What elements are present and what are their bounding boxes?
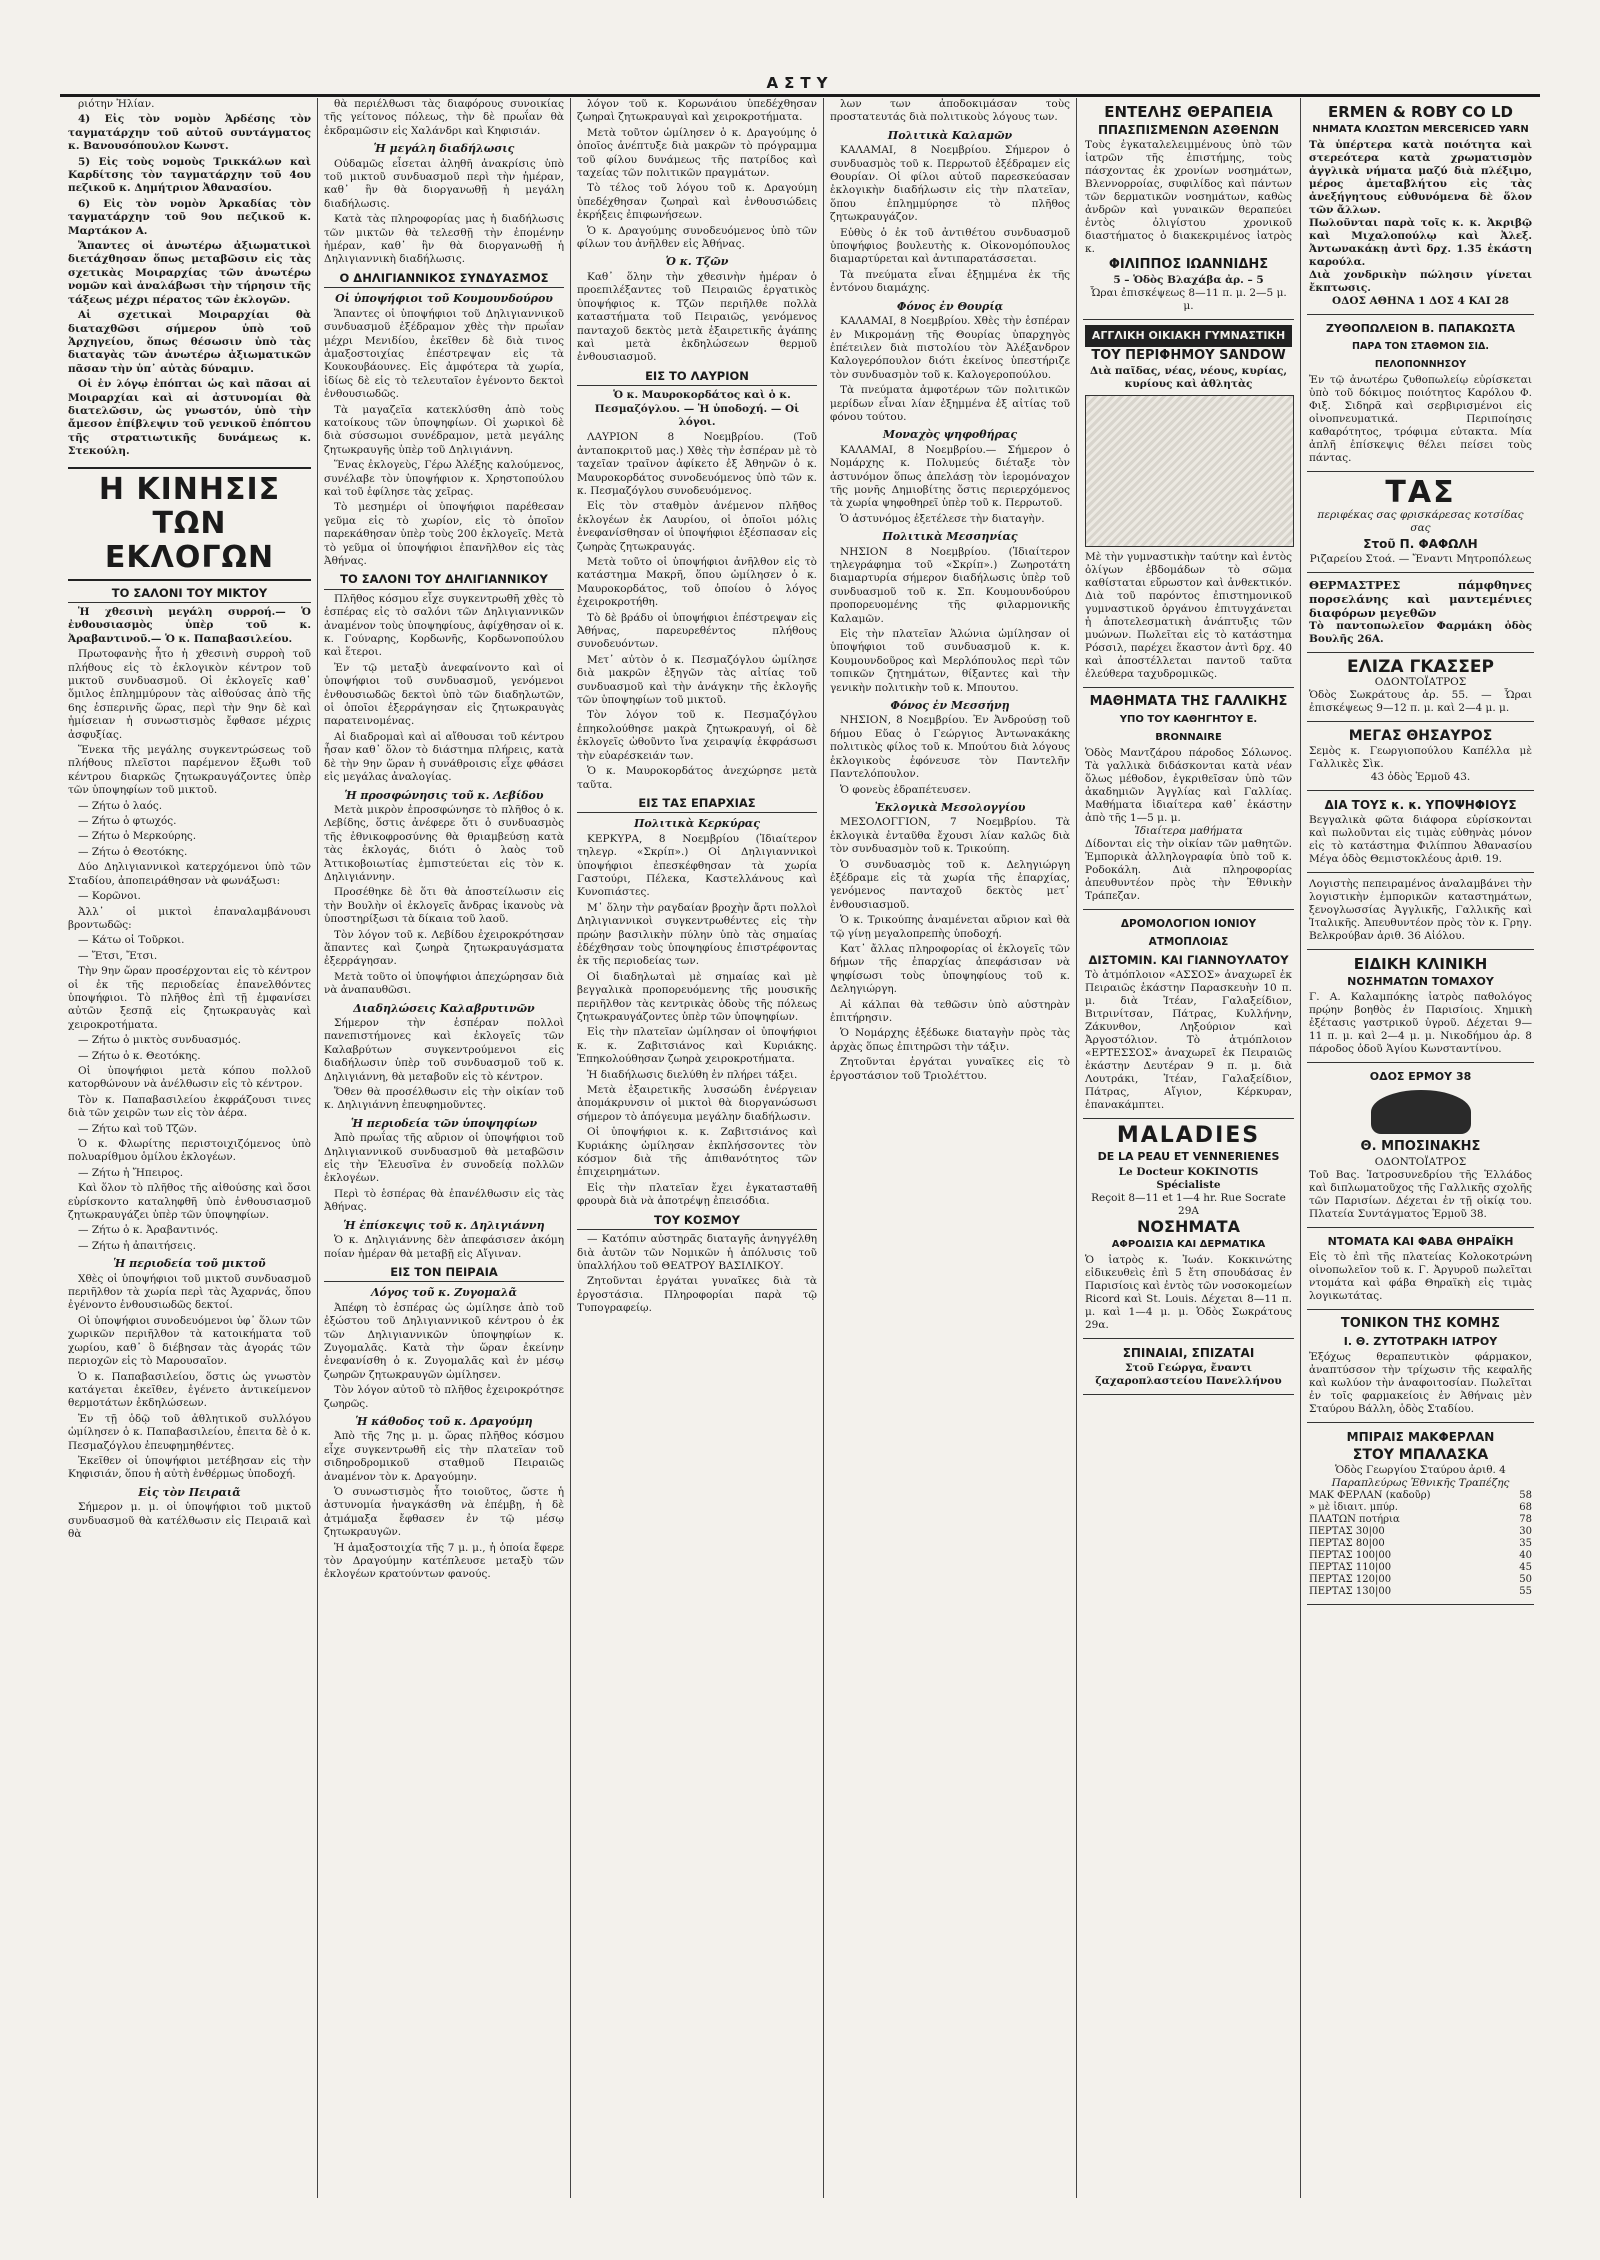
ad-french-lessons	[1083, 688, 1294, 910]
ad-accountant	[1307, 873, 1534, 950]
paragraph: Τὸ μεσημέρι οἱ ὑποψήφιοι παρέθεσαν γεῦμα εἰς τὸ χωρίον, εἰς τὸ ὁποῖον παρεκάθησαν ὑπὲρ τοὺς 200 ἐκλογεῖς. Μετὰ τὸ γεῦμα οἱ ὑποψήφιοι ἐπανῆλθον εἰς τὰς Ἀθήνας.	[324, 501, 564, 567]
ad-title: ERMEN & ROBY CO LD	[1327, 103, 1514, 121]
subsection-heading: Ἡ μεγάλη διαδήλωσις	[373, 142, 515, 156]
ad-text: Ἐν τῷ ἀνωτέρω ζυθοπωλείῳ εὑρίσκεται ὑπὸ τοῦ δόκιμος ποιότητος Καρόλου Φ. Φιξ. Σιδηρᾶ καὶ σερβιρισμένοι εἰς οἰνοπνευματικά. Περιποίησις καθαρότητος, τρόφιμα εὐτακτα. Μία ἀπλῆ ἐπίσκεψις θέλει πείσει τοὺς πάντας.	[1309, 374, 1532, 464]
price-row	[1309, 1526, 1532, 1538]
subsection-heading: Ἡ κάθοδος τοῦ κ. Δραγούμη	[355, 1414, 533, 1428]
ad-subtitle: ΣΤΟΥ ΜΠΑΛΑΣΚΑ	[1352, 1447, 1489, 1463]
paragraph: ΚΑΛΑΜΑΙ, 8 Νοεμβρίου. Χθὲς τὴν ἑσπέραν ἐν Μικρομάνῃ τῆς Θουρίας ὑπαρχηγὸς ἐπέτειλεν διὰ πιστολίου τὸν Ἀλέξανδρον Καλογερόπουλον διότι ἐκείνος ὑπεστήριζε τὸν συνδυασμὸν τοῦ κ. Καλογεροπούλου.	[830, 315, 1070, 381]
paragraph: Τὸν λόγον τοῦ κ. Πεσμαζόγλου ἐπηκολούθησε μακρὰ ζητωκραυγή, οἱ δὲ ἐκλογεῖς ὠθοῦντο ἵνα χειραψίᾳ ἐκφράσωσι τὴν εὐαρέσκειάν των.	[577, 709, 817, 762]
paragraph: ΚΑΛΑΜΑΙ, 8 Νοεμβρίου. Σήμερον ὁ συνδυασμὸς τοῦ κ. Περρωτοῦ ἐξέδραμεν εἰς Θουρίαν. Οἱ φίλοι αὐτοῦ παρεσκεύασαν ἐκλογικὴν διαδήλωσιν εἰς τὴν πλατεῖαν, ὅπου ἐπλημμύρησε τὸ πλῆθος ζητωκραυγάζον.	[830, 144, 1070, 224]
ad-address: ΟΔΟΣ ΕΡΜΟΥ 38	[1369, 1070, 1472, 1083]
paragraph: ριότην Ἠλίαν.	[78, 98, 155, 110]
paragraph: Τὸν λόγον αὐτοῦ τὸ πλῆθος ἐχειροκρότησε ζωηρῶς.	[324, 1384, 564, 1410]
ad-beer-hall	[1307, 315, 1534, 472]
ad-title: ΜΕΓΑΣ ΘΗΣΑΥΡΟΣ	[1348, 728, 1493, 744]
ad-text: Ὁδὸς Σωκράτους ἀρ. 55. — Ὧραι ἐπισκέψεως 9—12 π. μ. καὶ 2—4 μ. μ.	[1309, 689, 1532, 714]
paragraph: Ἅπαντες οἱ ἀνωτέρω ἀξιωματικοὶ διετάχθησαν ὅπως μεταβῶσιν εἰς τὰς σχετικὰς Μοιραρχίας τῶν ἀνωτέρω νομῶν καὶ ἀναλάβωσι τὴν τήρησιν τῆς τάξεως μέχρι πέρατος τῶν ἐκλογῶν.	[68, 240, 311, 306]
paragraph: — Ζήτω ἡ Ἤπειρος.	[78, 1166, 184, 1179]
paragraph: 4) Εἰς τὸν νομὸν Ἀρδέσης τὸν ταγματάρχην τοῦ αὐτοῦ συντάγματος κ. Βανουσόπουλον Κωνστ.	[68, 113, 311, 153]
price-row	[1309, 1490, 1532, 1502]
paragraph: 6) Εἰς τὸν νομὸν Ἀρκαδίας τὸν ταγματάρχην τοῦ 9ου πεζικοῦ κ. Μαρτάκον Α.	[68, 197, 311, 237]
paragraph: Σήμερον μ. μ. οἱ ὑποψήφιοι τοῦ μικτοῦ συνδυασμοῦ θὰ κατέλθωσιν εἰς Πειραιᾶ καὶ θὰ	[68, 1501, 311, 1540]
paragraph: — Ζήτω καὶ τοῦ Τζῶν.	[78, 1122, 198, 1135]
ad-text: Λογιστὴς πεπειραμένος ἀναλαμβάνει τὴν λογιστικὴν ἐμπορικῶν καταστημάτων, ξενογλωσσίας Ἀγγλικῆς, Γαλλικῆς καὶ Ἰταλικῆς. Ἀπευθυντέον πρὸς τὸν κ. Γρηγ. Βελκρούβαν ἀριθ. 36 Αἰόλου.	[1309, 878, 1532, 942]
price-value: 78	[1519, 1514, 1532, 1525]
paragraph: Οἱ ὑποψήφιοι μετὰ κόπου πολλοῦ κατορθώνουν νὰ ἀνέλθωσιν εἰς τὸ κέντρον.	[68, 1064, 311, 1091]
price-label: ΠΛΑΤΩΝ ποτήρια	[1309, 1514, 1400, 1525]
paragraph: Πλῆθος κόσμου εἶχε συγκεντρωθῆ χθὲς τὸ ἑσπέρας εἰς τὸ σαλόνι τῶν Δηλιγιαννικῶν ἀναμένον τοὺς ὑποψηφίους, ἀφίχθησαν οἱ κ. κ. Γούναρης, Κορδωνῆς, Κορδωνοπούλου καὶ ἕτεροι.	[324, 592, 564, 659]
subsection-heading: Φόνος ἐν Θουρίᾳ	[896, 299, 1004, 313]
paragraph: Οἱ ἐν λόγῳ ἐπόπται ὡς καὶ πᾶσαι αἱ Μοιραρχίαι καὶ αἱ ἀστυνομίαι θὰ διατελῶσιν, ὡς γνωστόν, ὑπὸ τὴν ἄμεσον ἐπίβλεψιν τοῦ γενικοῦ ἐπόπτου τῆς στρατιωτικῆς δυνάμεως κ. Στεκούλη.	[68, 378, 311, 458]
ad-treasure	[1307, 722, 1534, 791]
paragraph: ΝΗΣΙΟΝ 8 Νοεμβρίου. (Ἰδιαίτερον τηλεγράφημα τοῦ «Σκρίπ».) Ζωηροτάτη διαμαρτυρία σήμερον διαδήλωσις ὑπὲρ τοῦ συνδυασμοῦ τοῦ κ. Σπ. Κουμουνδούρου προπορευομένης τῆς φιλαρμονικῆς Καλαμῶν.	[830, 545, 1070, 625]
ad-tomato	[1307, 1228, 1534, 1310]
paragraph: — Ζήτω ὁ κ. Ἀραβαντινός.	[78, 1224, 219, 1237]
price-label: ΠΕΡΤΑΣ 100|00	[1309, 1550, 1392, 1561]
paragraph: Αἱ κάλπαι θὰ τεθῶσιν ὑπὸ αὐστηρὰν ἐπιτήρησιν.	[830, 998, 1070, 1024]
subsection-heading: Ὁ κ. Τζῶν	[665, 255, 729, 269]
paragraph: Καὶ ὅλον τὸ πλῆθος τῆς αἰθούσης καὶ ὅσοι εὑρίσκοντο καταληφθῆ ὑπὸ ἐνθουσιασμοῦ ζητωκραυγάζει ὑπὲρ τῶν ὑποψηφίων.	[68, 1182, 311, 1222]
ad-hair-tonic	[1307, 1310, 1534, 1423]
ad-name: Στοῦ Π. ΦΑΦΩΛΗ	[1363, 537, 1478, 551]
section-heading: ΤΟ ΣΑΛΟΝΙ ΤΟΥ ΔΗΛΙΓΙΑΝΝΙΚΟΥ	[324, 573, 564, 589]
ad-title: ΝΟΣΗΜΑΤΑ	[1137, 1217, 1240, 1236]
price-value: 45	[1519, 1562, 1532, 1573]
paragraph: Ὁ κ. Μαυροκορδάτος ἀνεχώρησε μετὰ ταῦτα.	[577, 765, 817, 791]
paragraph: — Ζήτω ὁ κ. Θεοτόκης.	[78, 1049, 201, 1062]
paragraph: Ὁ κ. Τρικούπης ἀναμένεται αὔριον καὶ θὰ τῷ γίνῃ μεγαλοπρεπὴς ὑποδοχή.	[830, 914, 1070, 940]
paragraph: Οὐδαμῶς εἶσεται ἀληθῆ ἀνακρίσις ὑπὸ τοῦ μικτοῦ συνδυασμοῦ περὶ τὴν ἡμέραν, καθ᾿ ἣν θὰ διοργανωθῇ ἡ μεγάλη διαδήλωσις.	[324, 157, 564, 210]
dental-chair-icon	[1371, 1090, 1471, 1134]
paragraph: Ἕνεκα τῆς μεγάλης συγκεντρώσεως τοῦ πλήθους πλεῖστοι παρέμενον ἔξωθι τοῦ κέντρου διαρκῶς ζητωκραυγάζοντες ὑπὲρ τῶν ὑποψηφίων τοῦ μικτοῦ.	[68, 744, 311, 797]
paragraph: — Ἔτσι, Ἔτσι.	[78, 949, 158, 962]
paragraph: Προσέθηκε δὲ ὅτι θὰ ἀποστείλωσιν εἰς τὴν Βουλὴν οἱ ἐκλογεῖς ἄνδρας ἱκανοὺς νὰ ὑποστηρίξωσι τὰ δίκαια τοῦ λαοῦ.	[324, 886, 564, 926]
ad-address: Reçoit 8—11 et 1—4 hr. Rue Socrate 29A	[1091, 1192, 1286, 1217]
paragraph: ΚΕΡΚΥΡΑ, 8 Νοεμβρίου (Ἰδιαίτερον τηλεγρ. «Σκρίπ».) Οἱ Δηλιγιαννικοὶ ὑποψήφιοι ἐπεσκέφθησαν τὰ χωρία Γαστούρι, Πέλεκα, Καστελλάνους καὶ Κυνοπιάστες.	[577, 832, 817, 899]
price-value: 40	[1519, 1550, 1532, 1561]
ad-text: Τὸ παντοπωλεῖον Φαρμάκη ὁδὸς Βουλῆς 26Α.	[1309, 620, 1532, 645]
paragraph: Εὐθὺς ὁ ἐκ τοῦ ἀντιθέτου συνδυασμοῦ ὑποψήφιος βουλευτὴς κ. Οἰκονομόπουλος διαμαρτύρεται καὶ ἀντιπαρατάσσεται.	[830, 226, 1070, 266]
paragraph: Ὁ συνδυασμὸς τοῦ κ. Δεληγιώργη ἐξέδραμε εἰς τὰ χωρία τῆς ἐπαρχίας, γενόμενος πανταχοῦ δεκτὸς μετ᾿ ἐνθουσιασμοῦ.	[830, 858, 1070, 911]
paragraph: Μ᾿ ὅλην τὴν ραγδαίαν βροχὴν ἄρτι πολλοὶ Δηλιγιαννικοὶ συγκεντρωθέντες εἰς τὴν πρώην βασιλικὴν πύλην ὑπὸ τὰς σημαίας ἐδέχθησαν τοὺς ὑποψηφίους ἐπιστρέφοντας ἐκ τῆς περιοδείας των.	[577, 901, 817, 968]
ad-beers	[1307, 1423, 1534, 1605]
ad-therapy	[1083, 98, 1294, 320]
paragraph: — Ζήτω ἡ ἀπαιτήσεις.	[78, 1239, 197, 1252]
masthead	[60, 72, 1540, 97]
paragraph: Ἡ διαδήλωσις διελύθη ἐν πλήρει τάξει.	[587, 1068, 798, 1081]
column-4	[824, 98, 1076, 2198]
price-row	[1309, 1586, 1532, 1598]
ad-text: Στοῦ Γεώργα, ἔναντι ζαχαροπλαστείου Πανελλήνου	[1095, 1362, 1282, 1387]
subsection-heading: Οἱ ὑποψήφιοι τοῦ Κουμουνδούρου	[335, 292, 553, 306]
ad-title: ΔΡΟΜΟΛΟΓΙΟΝ ΙΟΝΙΟΥ ΑΤΜΟΠΛΟΙΑΣ	[1120, 918, 1257, 948]
paragraph: ΚΑΛΑΜΑΙ, 8 Νοεμβρίου.— Σήμερον ὁ Νομάρχης κ. Πολυμεύς διέταξε τὸν ἀστυνόμον ὅπως ἀπελάσῃ τὸν ἱερομόναχον τῆς μονῆς Δημιοβίτης ὅστις περιερχόμενος τὰ χωρία ψηφοθηρεῖ ὑπὲρ τοῦ κ. Περρωτοῦ.	[830, 443, 1070, 510]
ad-dentist-bosinakis	[1307, 1063, 1534, 1228]
subsection-heading: Πολιτικὰ Καλαμῶν	[887, 128, 1013, 142]
ad-text: Ἐξόχως θεραπευτικὸν φάρμακον, ἀναπτύσσον τὴν τρίχωσιν τῆς κεφαλῆς καὶ κωλύον τὴν ἀναφοιτοσίαν. Πωλεῖται ἐν τοῖς φαρμακείοις ἐν Ἀθήναις μὲν Σταύρου Βάλλη, ὁδὸς Σταδίου.	[1309, 1351, 1532, 1415]
price-row	[1309, 1562, 1532, 1574]
paragraph: Περὶ τὸ ἑσπέρας θὰ ἐπανέλθωσιν εἰς τὰς Ἀθήνας.	[324, 1187, 564, 1214]
paragraph: Τὰ μαγαζεῖα κατεκλύσθη ἀπὸ τοὺς κατοίκους τῶν ὑποψηφίων. Οἱ χωρικοὶ δὲ διὰ σύσσωμοι συνέδραμον, μετὰ μεγάλης ζητωκραυγῆς ὑπὲρ τοῦ Δηλιγιάννη.	[324, 403, 564, 456]
ad-subheading: Ἰδιαίτερα μαθήματα	[1134, 825, 1243, 837]
paragraph: Ὁ κ. Δηλιγιάννης δὲν ἀπεφάσισεν ἀκόμη ποίαν ἡμέραν θὰ μεταβῇ εἰς Αἴγιναν.	[324, 1234, 564, 1260]
paragraph: Αἱ διαδρομαὶ καὶ αἱ αἴθουσαι τοῦ κέντρου ἦσαν καθ᾿ ὅλον τὸ διάστημα πλήρεις, κατὰ δὲ τὴν 9ην ὥραν ἡ συνάθροισις εἶχε φθάσει εἰς μεγάλας ἀναλογίας.	[324, 730, 564, 784]
paragraph: Ἀπὸ τῆς 7ης μ. μ. ὥρας πλῆθος κόσμου εἶχε συγκεντρωθῆ εἰς τὴν πλατεῖαν τοῦ σιδηροδρομικοῦ σταθμοῦ Πειραιῶς ἀναμένον τὸν κ. Δραγούμην.	[324, 1430, 564, 1483]
subsection-heading: Πολιτικὰ Μεσσηνίας	[882, 530, 1018, 544]
subsection-heading: Ἐκλογικὰ Μεσολογγίου	[874, 800, 1026, 814]
price-label: ΠΕΡΤΑΣ 110|00	[1309, 1562, 1392, 1573]
gymnast-illustration-icon	[1085, 395, 1294, 547]
paragraph: Μετ᾿ αὐτὸν ὁ κ. Πεσμαζόγλου ὡμίλησε διὰ μακρῶν ἐξηγῶν τὰς αἰτίας τοῦ συνδυασμοῦ καὶ τὴν ἀνάγκην τῆς ἐκλογῆς τῶν ὑποψηφίων τοῦ μικτοῦ.	[577, 653, 817, 707]
paragraph: — Ζήτω ὁ Θεοτόκης.	[78, 845, 188, 858]
ad-address: 5 – Ὁδὸς Βλαχάβα ἀρ. – 5	[1113, 274, 1264, 286]
subsection-heading: Εἰς τὸν Πειραιᾶ	[138, 1485, 241, 1499]
column-5-ads	[1077, 98, 1300, 2198]
paragraph: Τὸν κ. Παπαβασιλείου ἐκφράζουσι τινες διὰ τῶν χειρῶν των εἰς τὸν ἀέρα.	[68, 1093, 311, 1120]
ad-title: ΤΟΝΙΚΟΝ ΤΗΣ ΚΟΜΗΣ	[1340, 1316, 1501, 1331]
ad-title: ΘΕΡΜΑΣΤΡΕΣ πάμφθηνες πορσελάνης καὶ μαντεμένιες διαφόρων μεγεθῶν	[1309, 578, 1532, 620]
ad-text: Τὸ ἀτμόπλοιον «ΑΣΣΟΣ» ἀναχωρεῖ ἐκ Πειραιῶς ἑκάστην Παρασκευὴν 10 π. μ. διὰ Ἰτέαν, Γαλαξείδιον, Βιτρινίτσαν, Πάτρας, Κυλλήνην, Ζάκυνθον, Ληξούριον καὶ Ἀργοστόλιον. Τὸ ἀτμόπλοιον «ΕΡΤΕΣΣΟΣ» ἀναχωρεῖ ἐκ Πειραιῶς ἑκάστην Δευτέραν 9 π. μ. διὰ Λουτράκι, Ἰτέαν, Γαλαξείδιον, Πάτρας, Αἴγιον, Κέρκυραν, ἐπανακάμπτει.	[1085, 969, 1292, 1111]
paragraph: λόγον τοῦ κ. Κορωνάιου ὑπεδέχθησαν ζωηραὶ ζητωκραυγαὶ καὶ χειροκροτήματα.	[577, 98, 817, 124]
paragraph: Ἀλλ᾿ οἱ μικτοὶ ἐπαναλαμβάνουσι βροντωδῶς:	[68, 905, 311, 931]
paragraph: Ἅπαντες οἱ ὑποψήφιοι τοῦ Δηλιγιαννικοῦ συνδυασμοῦ ἐξέδραμον χθὲς τὴν πρωΐαν μέχρι Μενιδίου, ἐκεῖθεν δὲ διὰ τινος ἁμαξοστοιχίας ἐπέστρεψαν εἰς τὰ Κουκουβάουνες. Εἰς ἀμφότερα τὰ χωρία, ἰδίως δὲ εἰς τὸ τελευταῖον ἐγένοντο δεκτοὶ ἐνθουσιωδῶς.	[324, 307, 564, 401]
paragraph: Εἰς τὴν πλατεῖαν ὡμίλησαν οἱ ὑποψήφιοι κ. κ. Ζαβιτσιάνος καὶ Κυριάκης. Ἐπηκολούθησαν ζωηρὰ χειροκροτήματα.	[577, 1026, 817, 1066]
ad-title: ΕΝΤΕΛΗΣ ΘΕΡΑΠΕΙΑ	[1104, 103, 1273, 121]
price-value: 50	[1519, 1574, 1532, 1585]
paragraph: Καθ᾿ ὅλην τὴν χθεσινὴν ἡμέραν ὁ προεπιλέξαντες τοῦ Πειραιῶς ἐργατικὸς ὑποψήφιος κ. Τζῶν περιῆλθε πολλὰ καταστήματα τοῦ Πειραιῶς, γενόμενος πανταχοῦ δεκτὸς μετὰ ἐξαιρετικῆς ἀγάπης καὶ μετὰ ἐκδηλώσεων θερμοῦ ἐνθουσιασμοῦ.	[577, 270, 817, 364]
paragraph: — Κάτω οἱ Τοῦρκοι.	[78, 934, 185, 947]
section-heading: ΕΙΣ ΤΟ ΛΑΥΡΙΟΝ	[577, 370, 817, 386]
paragraph: Μετὰ τοῦτον ὡμίλησεν ὁ κ. Δραγούμης ὁ ὁποῖος ἀνέπτυξε διὰ μακρῶν τὸ πρόγραμμα τοῦ φίλου δυνάμεως τῆς πατρίδος καὶ ταχείας τῶν πολιτικῶν πραγμάτων.	[577, 126, 817, 180]
section-heading: Ο ΔΗΛΙΓΙΑΝΝΙΚΟΣ ΣΥΝΔΥΑΣΜΟΣ	[324, 272, 564, 288]
paragraph: — Ζήτω ὁ Μερκούρης.	[78, 830, 197, 843]
paragraph: Ὁ κ. Φλωρίτης περιστοιχιζόμενος ὑπὸ πολυαρίθμου ὁμίλου ἐκλογέων.	[68, 1138, 311, 1164]
ad-text: Δίδονται εἰς τὴν οἰκίαν τῶν μαθητῶν. Ἐμπορικὰ ἀλληλογραφία ὑπὸ τοῦ κ. Ροδοκάλη. Διὰ πληροφορίας ἀπευθυντέον πρὸς τὴν Ἐθνικὴν Τράπεζαν.	[1085, 838, 1292, 902]
paragraph: Κατὰ τὰς πληροφορίας μας ἡ διαδήλωσις τῶν μικτῶν θὰ τελεσθῇ τὴν ἐπομένην ἡμέραν, καθ᾿ ἣν θὰ διοργανωθῇ ἡ Δηλιγιαννικὴ διαδήλωσις.	[324, 213, 564, 266]
lead-paragraph: Ἡ χθεσινὴ μεγάλη συρροή.— Ὁ ἐνθουσιασμὸς ὑπὲρ τοῦ κ. Ἀραβαντινοῦ.— Ὁ κ. Παπαβασιλείου.	[68, 605, 311, 645]
price-label: ΜΑΚ ΦΕΡΛΑΝ (καδοῦρ)	[1309, 1490, 1431, 1501]
price-value: 35	[1519, 1538, 1532, 1549]
paragraph: Ὁ συνωστισμὸς ἦτο τοιοῦτος, ὥστε ἡ ἀστυνομία ἠναγκάσθη νὰ ἐπέμβῃ, ἡ δὲ ἀτμάμαξα ἔφθασεν ἐν τῷ μέσῳ ζητωκραυγῶν.	[324, 1486, 564, 1539]
ad-title: ΜΑΘΗΜΑΤΑ ΤΗΣ ΓΑΛΛΙΚΗΣ	[1089, 694, 1288, 709]
section-heading: ΤΟ ΣΑΛΟΝΙ ΤΟΥ ΜΙΚΤΟΥ	[68, 587, 311, 603]
price-label: ΠΕΡΤΑΣ 120|00	[1309, 1574, 1392, 1585]
paragraph: — Κατόπιν αὐστηρᾶς διαταγῆς ἀνηγγέλθη διὰ ἀυτῶν τῶν Νομικῶν ἡ ἀπόλυσις τοῦ ὑπαλλήλου τοῦ ΘΕΑΤΡΟΥ ΒΑΣΙΛΙΚΟΥ.	[577, 1233, 817, 1272]
paragraph: — Ζήτω ὁ μικτὸς συνδυασμός.	[78, 1034, 241, 1047]
ad-dentist-gasser	[1307, 653, 1534, 722]
paragraph: Ἐν τῇ ὁδῷ τοῦ ἀθλητικοῦ συλλόγου ὡμίλησεν ὁ κ. Παπαβασιλείου, ἐπειτα δὲ ὁ κ. Πεσμαζόγλου ἐπευφημηθέντες.	[68, 1412, 311, 1452]
ad-subtitle: ΟΔΟΝΤΟΪΑΤΡΟΣ	[1374, 676, 1467, 688]
paragraph: Τὰ πνεύματα εἶναι ἐξημμένα ἐκ τῆς ἐντόνου διαμάχης.	[830, 268, 1070, 295]
paragraph: ΛΑΥΡΙΟΝ 8 Νοεμβρίου. (Τοῦ ἀνταποκριτοῦ μας.) Χθὲς τὴν ἑσπέραν μὲ τὸ ταχεῖαν τραῖνον ἀφίκετο ἐξ Ἀθηνῶν ὁ κ. Μαυροκορδάτος συνοδευόμενος ὑπὸ τῶν κ. κ. Πεσμαζόγλου συνοδευόμενος.	[577, 431, 817, 497]
ad-title: ΖΥΘΟΠΩΛΕΙΟΝ Β. ΠΑΠΑΚΩΣΤΑ	[1326, 322, 1515, 335]
ad-address: ΟΔΟΣ ΑΘΗΝΑ 1 ΔΟΣ 4 ΚΑΙ 28	[1332, 295, 1509, 307]
ad-subtitle: ΠΠΑΣΠΙΣΜΕΝΩΝ ΑΣΘΕΝΩΝ	[1097, 123, 1280, 137]
ad-subtitle: ΑΦΡΟΔΙΣΙΑ ΚΑΙ ΔΕΡΜΑΤΙΚΑ	[1111, 1239, 1266, 1250]
subsection-heading: Πολιτικὰ Κερκύρας	[634, 817, 760, 831]
paragraph: Σήμερον τὴν ἑσπέραν πολλοὶ πανεπιστήμονες καὶ ἐκλογεῖς τῶν Καλαβρύτων συγκεντρούμενοι εἰς διαδήλωσιν ὑπὲρ τοῦ συνδυασμοῦ τοῦ κ. Δηλιγιάννη, θὰ μεταβοῦν εἰς τὸ κέντρον.	[324, 1017, 564, 1083]
paragraph: Μετὰ ἐξαιρετικῆς λυσσώδη ἐνέργειαν ἀπομάκρυνσιν οἱ μικτοὶ θὰ διοργανώσωσι σήμερον τὸ ἀπόγευμα μεγάλην διαδήλωσιν.	[577, 1084, 817, 1123]
ad-address: 43 ὁδὸς Ἑρμοῦ 43.	[1370, 771, 1471, 783]
paragraph: θὰ περιέλθωσι τὰς διαφόρους συνοικίας τῆς γείτονος πόλεως, τὴν δὲ πρωΐαν θὰ ἐκδραμῶσιν εἰς Χαλάνδρι καὶ Κηφισιάν.	[324, 98, 564, 137]
ad-text: Τὰ ὑπέρτερα κατὰ ποιότητα καὶ στερεότερα κατὰ χρωματισμὸν ἀγγλικὰ νήματα μαζύ διὰ πλέξιμο, μέρος ἀμεταβλήτου εἰς τὰς ἀνεξήγητους εὐθυνόμενα δὲ ὅλον τῶν ἄλλων.	[1309, 139, 1532, 216]
price-list	[1309, 1490, 1532, 1598]
paragraph: — Ζήτω ὁ λαός.	[78, 799, 163, 812]
ad-clinic	[1307, 950, 1534, 1063]
paragraph: Ἀπὸ πρωΐας τῆς αὔριον οἱ ὑποψήφιοι τοῦ Δηλιγιαννικοῦ συνδυασμοῦ θὰ μεταβῶσιν εἰς τὴν Ἐλευσῖνα ἐν συνοδείᾳ πολλῶν ἐκλογέων.	[324, 1132, 564, 1185]
paragraph: Πρωτοφανὴς ἦτο ἡ χθεσινὴ συρροὴ τοῦ πλήθους εἰς τὸ ἐκλογικὸν κέντρον τοῦ μικτοῦ συνδυασμοῦ. Οἱ ἐκλογεῖς καθ᾿ ὅμιλος ἐπλημμύρουν τὰς αἰθούσας ἀπὸ τῆς 6ης ἑσπερινῆς ὥρας, περὶ τὴν 9ην δὲ καὶ ἡμίσειαν ἡ συνωστισμὸς ἔφθασε μέχρις ἀσφυξίας.	[68, 648, 311, 741]
paragraph: Δύο Δηλιγιαννικοὶ κατερχόμενοι ὑπὸ τῶν Σταδίου, ἀποπειράθησαν νὰ φωνάξωσι:	[68, 861, 311, 887]
paragraph: Τὴν 9ην ὥραν προσέρχονται εἰς τὸ κέντρον οἱ ἐκ τῆς περιοδείας ἐπανελθόντες ὑποψήφιοι. Τὸ πλῆθος ἐπὶ τῇ ἐμφανίσει αὐτῶν ξεσπᾷ εἰς ζητωκραυγὰς καὶ χειροκροτήματα.	[68, 965, 311, 1031]
paragraph: — Ζήτω ὁ φτωχός.	[78, 815, 177, 828]
ad-text: Τοὺς ἐγκαταλελειμμένους ὑπὸ τῶν ἰατρῶν τῆς ἐπιστήμης, τοὺς πάσχοντας ἐκ χρονίων νοσημάτων, Βλεννορροίας, συφιλίδος καὶ πάντων τῶν δερματικῶν νοσημάτων, καθὼς ἀνδρῶν καὶ γυναικῶν θεραπεύει ἐντὸς ὀλιγίστου χρονικοῦ διαστήματος ὁ διακεκριμένος ἰατρὸς κ.	[1085, 139, 1292, 255]
subsection-heading: Λόγος τοῦ κ. Ζυγομαλᾶ	[370, 1286, 518, 1300]
paragraph: Ὁ Νομάρχης ἐξέδωκε διαταγὴν πρὸς τὰς ἀρχὰς ὅπως ἐπιτηρῶσι τὴν τάξιν.	[830, 1027, 1070, 1053]
section-heading: ΕΙΣ ΤΑΣ ΕΠΑΡΧΙΑΣ	[577, 797, 817, 813]
price-value: 68	[1519, 1502, 1532, 1513]
price-label: ΠΕΡΤΑΣ 130|00	[1309, 1586, 1392, 1597]
ad-subtitle: ΟΔΟΝΤΟΪΑΤΡΟΣ	[1374, 1156, 1467, 1168]
ad-title: ΕΛΙΖΑ ΓΚΑΣΣΕΡ	[1347, 657, 1494, 677]
paragraph: 5) Εἰς τοὺς νομοὺς Τρικκάλων καὶ Καρδίτσης τὸν ταγματάρχην τοῦ 4ου πεζικοῦ κ. Δημήτριον Ἀθανασίου.	[68, 155, 311, 195]
paragraph: Εἰς τὴν πλατεῖαν Ἁλώνια ὡμίλησαν οἱ ὑποψήφιοι τοῦ συνδυασμοῦ κ. κ. Κουμουνδοῦρος καὶ Μερλόπουλος περὶ τῶν τοπικῶν ζητημάτων, θίξαντες καὶ τὴν γενικὴν πολιτικὴν τοῦ κ. Μπουτου.	[830, 628, 1070, 694]
column-1	[62, 98, 317, 2198]
ad-address: Ὁδὸς Γεωργίου Σταύρου ἀριθ. 4	[1335, 1464, 1506, 1476]
ad-yarn	[1307, 98, 1534, 315]
ad-title: ΜΠΙΡΑΙΣ ΜΑΚΦΕΡΛΑΝ	[1346, 1430, 1495, 1444]
paragraph: Τὸ τέλος τοῦ λόγου τοῦ κ. Δραγούμη ὑπεδέχθησαν ζωηραὶ καὶ ἐνθουσιώδεις ἐκρήξεις ἐπιφωνήσεων.	[577, 182, 817, 222]
price-row	[1309, 1538, 1532, 1550]
ad-text: Γ. Α. Καλαμπόκης ἰατρὸς παθολόγος πρῴην βοηθὸς ἐν Παρισίοις. Χημικὴ ἐξέτασις γαστρικοῦ ὑγροῦ. Δέχεται 9—11 π. μ. καὶ 2—4 μ. μ. Νικοδήμου ἀρ. 8 πάροδος ὁδοῦ Ἁγίου Κωνσταντίνου.	[1309, 991, 1532, 1055]
paragraph: Οἱ ὑποψήφιοι κ. κ. Ζαβιτσιάνος καὶ Κυριάκης ὡμίλησαν ἐκπλήσσοντες τὸν κόσμον διὰ τῆς ἀπιθανότητος τῶν ἐπιχειρημάτων.	[577, 1126, 817, 1179]
paragraph: Τὰ πνεύματα ἀμφοτέρων τῶν πολιτικῶν μερίδων εἶναι λίαν ἐξημμένα ἐξ αἰτίας τοῦ φόνου τούτου.	[830, 384, 1070, 423]
ad-doctor: Le Docteur KOKINOTIS Spécialiste	[1118, 1166, 1259, 1191]
column-3	[571, 98, 823, 2198]
ad-title: ΕΙΔΙΚΗ ΚΛΙΝΙΚΗ	[1353, 955, 1488, 973]
section-heading: ΤΟΥ ΚΟΣΜΟΥ	[577, 1214, 817, 1230]
ad-text: Εἰς τὸ ἐπὶ τῆς πλατείας Κολοκοτρώνη οἰνοπωλεῖον τοῦ κ. Γ. Ἀργυροῦ πωλεῖται ντομάτα καὶ φάβα Θηραϊκὴ εἰς τιμὰς λογικωτάτας.	[1309, 1251, 1532, 1302]
paragraph: Ζητοῦνται ἐργάται γυναῖκες διὰ τὰ ἐργοστάσια. Πληροφορίαι παρὰ τῷ Τυπογραφείῳ.	[577, 1275, 817, 1315]
paragraph: Αἱ σχετικαὶ Μοιραρχίαι θὰ διαταχθῶσι σήμερον ὑπὸ τοῦ Ἀρχηγείου, ὅπως θέσωσιν ὑπὸ τὰς διαταγὰς τῶν ἀνωτέρω ἀξιωματικῶν πᾶσαν τὴν ὑπ᾿ αὐτὰς δύναμιν.	[68, 309, 311, 375]
ad-name: ΦΙΛΙΠΠΟΣ ΙΩΑΝΝΙΔΗΣ	[1108, 257, 1269, 272]
ad-subtitle: Ι. Θ. ΖΥΤΟΤΡΑΚΗ ΙΑΤΡΟΥ	[1343, 1335, 1498, 1348]
price-row	[1309, 1502, 1532, 1514]
paragraph: Ἡ ἀμαξοστοιχία τῆς 7 μ. μ., ἡ ὁποία ἔφερε τὸν Δραγούμην κατέπλευσε μεταξὺ τῶν ἐκλογέων κρατούντων φανούς.	[324, 1541, 564, 1581]
ad-heaters	[1307, 573, 1534, 653]
paragraph: Τὸ δὲ βράδυ οἱ ὑποψήφιοι ἐπέστρεψαν εἰς Ἀθήνας, παρευρεθέντος πλήθους συνοδευόντων.	[577, 611, 817, 651]
section-heading: ΕΙΣ ΤΟΝ ΠΕΙΡΑΙΑ	[324, 1266, 564, 1282]
ad-note: Παραπλεύρως Ἐθνικῆς Τραπέζης	[1331, 1477, 1510, 1489]
paragraph: Ὁ κ. Δραγούμης συνοδευόμενος ὑπὸ τῶν φίλων του ἀνῆλθεν εἰς Ἀθήνας.	[577, 224, 817, 251]
paragraph: — Κορῶνοι.	[78, 890, 141, 903]
ad-subtitle: ΤΟΥ ΠΕΡΙΦΗΜΟΥ SANDOW	[1091, 348, 1286, 363]
headline: Η ΚΙΝΗΣΙΣ	[98, 471, 281, 507]
column-6-ads	[1301, 98, 1540, 2198]
ad-gymnastics	[1083, 320, 1294, 688]
paragraph: Τὸν λόγον τοῦ κ. Λεβίδου ἐχειροκρότησαν ἅπαντες καὶ ζωηρὰ ζητωκραυγάσματα ἐξερράγησαν.	[324, 928, 564, 968]
paragraph: Εἰς τὴν πλατεῖαν ἔχει ἐγκατασταθῆ φρουρὰ διὰ νὰ ἀποτρέψῃ ἐπεισόδια.	[577, 1181, 817, 1208]
price-label: » μὲ ἰδιαιτ. μπύρ.	[1309, 1502, 1398, 1513]
ad-candidates	[1307, 791, 1534, 873]
subsection-heading: Ἡ ἐπίσκεψις τοῦ κ. Δηλιγιάννη	[343, 1218, 545, 1232]
ad-title: ΤΑΣ	[1385, 475, 1456, 510]
ad-subtitle: ΝΟΣΗΜΑΤΩΝ ΤΟΜΑΧΟΥ	[1347, 975, 1494, 988]
price-row	[1309, 1574, 1532, 1586]
subsection-heading: Φόνος ἐν Μεσσήνῃ	[890, 699, 1010, 713]
ad-title: ΔΙΑ ΤΟΥΣ κ. κ. ΥΠΟΨΗΦΙΟΥΣ	[1324, 798, 1517, 812]
paragraph: Εἰς τὸν σταθμὸν ἀνέμενον πλῆθος ἐκλογέων ἐκ Λαυρίου, οἱ ὁποῖοι μόλις ἐνεφανίσθησαν οἱ ὑποψήφιοι ἐξέσπασαν εἰς ζωηρὰς ζητωκραυγάς.	[577, 500, 817, 553]
price-label: ΠΕΡΤΑΣ 30|00	[1309, 1526, 1385, 1537]
ad-text: Βεγγαλικὰ φῶτα διάφορα εὑρίσκονται καὶ πωλοῦνται εἰς τιμὰς εὐθηνὰς μόνον εἰς τὸ κατάστημα Φιλίππου Ἀθανασίου Μέγα ὁδὸς Θεμιστοκλέους ἀριθ. 19.	[1309, 814, 1532, 865]
price-value: 30	[1519, 1526, 1532, 1537]
paragraph: Χθὲς οἱ ὑποψήφιοι τοῦ μικτοῦ συνδυασμοῦ περιῆλθον τὰ χωρία περὶ τὰς Ἀχαρνάς, ὅπου ἐγένοντο ἐνθουσιωδῶς δεκτοί.	[68, 1272, 311, 1312]
ad-name: Θ. ΜΠΟΣΙΝΑΚΗΣ	[1360, 1139, 1481, 1154]
price-value: 55	[1519, 1586, 1532, 1597]
ad-misc	[1083, 1339, 1294, 1395]
paragraph: Ὅθεν θὰ προσέλθωσιν εἰς τὴν οἰκίαν τοῦ κ. Δηλιγιάννη ἐπευφημοῦντες.	[324, 1086, 564, 1112]
ad-text: Πωλοῦνται παρὰ τοῖς κ. κ. Ἀκριβῷ καὶ Μιχαλοπούλῳ καὶ Ἀλεξ. Ἀντωνακάκῃ ἀντὶ δρχ. 1.35 ἑκάστη καρούλα.	[1309, 217, 1532, 268]
masthead-title: ΑΣΤΥ	[766, 74, 834, 92]
paragraph: Κατ᾿ ἄλλας πληροφορίας οἱ ἐκλογεῖς τῶν δήμων τῆς ἐπαρχίας ἀπεφάσισαν νὰ ψηφίσωσι τοὺς ὑποψηφίους τοῦ κ. Δεληγιώργη.	[830, 942, 1070, 996]
ad-text: Τοῦ Βας. Ἰατροσυνεδρίου τῆς Ἑλλάδος καὶ διπλωματοῦχος τῆς Γαλλικῆς σχολῆς τῶν Παρισίων. Δέχεται ἐν τῇ οἰκίᾳ του. Πλατεία Συντάγματος Ἑρμοῦ 38.	[1309, 1169, 1532, 1220]
ad-subtitle: ΔΙΣΤΟΜΙΝ. ΚΑΙ ΓΙΑΝΝΟΥΛΑΤΟΥ	[1088, 953, 1289, 967]
paragraph: ΝΗΣΙΟΝ, 8 Νοεμβρίου. Ἐν Ἀνδρούσῃ τοῦ δήμου Εὔας ὁ Γεώργιος Ἀντωνακάκης πολιτικὸς φίλος τοῦ κ. Μπούτου διὰ λόγους ἐκλογικοὺς ἐφόνευσε τὸν Παντελῆν Παντελόπουλον.	[830, 714, 1070, 781]
paragraph: Μετὰ μικρὸν ἐπροσφώνησε τὸ πλῆθος ὁ κ. Λεβίδης, ὅστις ἀνέφερε ὅτι ὁ συνδυασμὸς τῆς ἐθνικοφροσύνης θὰ θριαμβεύσῃ κατὰ τὰς ἐκλογάς, διότι ὁ λαὸς τοῦ Ἀττικοβοιωτίας ἐμπιστεύεται εἰς τὸν κ. Δηλιγιάννην.	[324, 803, 564, 883]
ad-text: Μὲ τὴν γυμναστικὴν ταύτην καὶ ἐντὸς ὀλίγων ἑβδομάδων τὸ σῶμα καθίσταται εὔρωστον καὶ ἀνθεκτικόν. Διὰ τοῦ παρόντος ἐπιστημονικοῦ γυμναστικοῦ ὀργάνου ἐπιτυγχάνεται ἡ ἀποτελεσματικὴ ἀνάπτυξις τῶν μυώνων. Πωλεῖται εἰς τὸ κατάστημα Ρόσσιλ, παρέχει ἕκαστον ἀντὶ δρχ. 40 καὶ ἀποστέλλεται παντοῦ ταῦτα ἐλεύθερα ταχυδρομικῶς.	[1085, 551, 1292, 680]
lead-paragraph: Ὁ κ. Μαυροκορδάτος καὶ ὁ κ. Πεσμαζόγλου. — Ἡ ὑποδοχή. — Οἱ λόγοι.	[594, 389, 800, 428]
ad-text: Ὁδὸς Μαντζάρου πάροδος Σόλωνος. Τὰ γαλλικὰ διδάσκονται κατὰ νέαν ὅλως μέθοδον, ἐγκριθεῖσαν ὑπὸ τῶν ἀκαδημιῶν Ἀγγλίας καὶ Γαλλίας. Μαθήματα ἰδιαίτερα καθ᾿ ἑκάστην ἀπὸ τῆς 1—5 μ. μ.	[1085, 747, 1292, 824]
price-row	[1309, 1514, 1532, 1526]
ad-hair	[1307, 472, 1534, 573]
paragraph: Ζητοῦνται ἐργάται γυναῖκες εἰς τὸ ἐργοστάσιον τοῦ Τριολέττου.	[830, 1056, 1070, 1082]
ad-hours: Ὧραι ἐπισκέψεως 8—11 π. μ. 2—5 μ. μ.	[1090, 287, 1287, 312]
paragraph: Ἀπέφη τὸ ἑσπέρας ὡς ὡμίλησε ἀπὸ τοῦ ἐξώστου τοῦ Δηλιγιαννικοῦ κέντρου ὁ ἐκ τῶν Δηλιγιαννικῶν ὑποψηφίων κ. Ζυγομαλᾶς. Κατὰ τὴν ὥραν ἐκείνην ἐνεφανίσθη ὁ κ. Ζυγομαλᾶς καὶ ἐν μέσῳ ζωηρῶν ζητωκραυγῶν ὡμίλησεν.	[324, 1301, 564, 1381]
paragraph: Μετὰ τοῦτο οἱ ὑποψήφιοι ἀπεχώρησαν διὰ νὰ ἀναπαυθῶσι.	[324, 970, 564, 997]
ad-title: MALADIES	[1116, 1123, 1261, 1148]
paragraph: Ὁ ἀστυνόμος ἐξετέλεσε τὴν διαταγὴν.	[840, 512, 1045, 525]
paragraph: Ὁ φονεὺς ἐδραπέτευσεν.	[840, 783, 971, 796]
subsection-heading: Ἡ περιοδεία τῶν ὑποψηφίων	[350, 1116, 538, 1130]
ad-subtitle: ΥΠΟ ΤΟΥ ΚΑΘΗΓΗΤΟΥ E. BRONNAIRE	[1119, 714, 1258, 743]
price-row	[1309, 1550, 1532, 1562]
paragraph: λων των ἀποδοκιμάσαν τοὺς προστατευτάς διὰ πολιτικοὺς λόγους των.	[830, 98, 1070, 124]
ad-subtitle: ΠΑΡΑ ΤΟΝ ΣΤΑΘΜΟΝ ΣΙΔ. ΠΕΛΟΠΟΝΝΗΣΟΥ	[1352, 341, 1489, 370]
subsection-heading: Ἡ περιοδεία τοῦ μικτοῦ	[113, 1257, 266, 1271]
ad-title: ΑΓΓΛΙΚΗ ΟΙΚΙΑΚΗ ΓΥΜΝΑΣΤΙΚΗ	[1085, 325, 1292, 347]
paragraph: Ὁ κ. Παπαβασιλείου, ὅστις ὡς γνωστὸν κατάγεται ἐκεῖθεν, ἐγένετο ἀντικείμενον θερμοτάτων ἐκδηλώσεων.	[68, 1370, 311, 1410]
subsection-heading: Μοναχὸς ψηφοθήρας	[882, 428, 1018, 442]
ad-title: ΣΠΙΝΑΙΑΙ, ΣΠΙΖΑΤΑΙ	[1122, 1346, 1255, 1360]
ad-title: ΝΤΟΜΑΤΑ ΚΑΙ ΦΑΒΑ ΘΗΡΑΪΚΗ	[1327, 1235, 1514, 1248]
ad-subtitle: ΝΗΜΑΤΑ ΚΛΩΣΤΩΝ MERCERICED YARN	[1312, 124, 1529, 135]
subsection-heading: Ἡ προσφώνησις τοῦ κ. Λεβίδου	[344, 788, 544, 802]
ad-address: Ριζαρείου Στοά. — Ἔναντι Μητροπόλεως	[1309, 553, 1532, 565]
headline-block	[68, 467, 311, 581]
paragraph: Οἱ ὑποψήφιοι συνοδευόμενοι ὑφ᾿ ὅλων τῶν χωρικῶν περιῆλθον τὰ κατοικήματα τοῦ χωρίου, καθ᾿ ὃ διέβησαν τὰς ἀγοράς τῶν περιοχῶν εἰς τὸ Μαρουσαῖον.	[68, 1314, 311, 1368]
ad-line: Διὰ παῖδας, νέας, νέους, κυρίας, κυρίους καὶ ἀθλητὰς	[1089, 365, 1288, 390]
ad-text: Σεμὸς κ. Γεωργιοπούλου Καπέλλα μὲ Γαλλικὲς Σὶκ.	[1309, 745, 1532, 770]
price-value: 58	[1519, 1490, 1532, 1501]
paragraph: Μετὰ τοῦτο οἱ ὑποψήφιοι ἀνῆλθον εἰς τὸ κατάστημα Μακρῆ, ὅπου ὡμίλησεν ὁ κ. Μαυροκορδάτος, τοῦ ὁποίου ὁ λόγος ἐχειροκροτήθη.	[577, 556, 817, 609]
paragraph: Ἕνας ἐκλογεὺς, Γέρω Ἀλέξης καλούμενος, συνέλαβε τὸν ὑποψήφιον κ. Χρηστοπούλου καὶ τοῦ ἐφίλησε τὰς χεῖρας.	[324, 459, 564, 498]
ad-lines: περιφέκας σας φρισκάρεσας κοτσίδας σας	[1317, 509, 1524, 534]
column-2	[318, 98, 570, 2198]
ad-shipping-schedule	[1083, 910, 1294, 1119]
paragraph: ΜΕΣΟΛΟΓΓΙΟΝ, 7 Νοεμβρίου. Τὰ ἐκλογικὰ ἐνταῦθα ἔχουσι λίαν καλῶς διὰ τὸν συνδυασμὸν τοῦ κ. Τρικούπη.	[830, 816, 1070, 856]
paragraph: Ἐν τῷ μεταξὺ ἀνεφαίνοντο καὶ οἱ ὑποψήφιοι τοῦ συνδυασμοῦ, γενόμενοι ἐνθουσιωδῶς δεκτοὶ ὑπὸ τῶν διαδηλωτῶν, οἱ ὁποῖοι ἐξερράγησαν εἰς ζητωκραυγὰς παρατεινομένας.	[324, 661, 564, 728]
ad-subtitle: DE LA PEAU ET VENNERIENES	[1097, 1150, 1280, 1163]
price-label: ΠΕΡΤΑΣ 80|00	[1309, 1538, 1385, 1549]
ad-maladies	[1083, 1119, 1294, 1339]
paragraph: Οἱ διαδηλωταὶ μὲ σημαίας καὶ μὲ βεγγαλικὰ προπορευόμενης τῆς μουσικῆς περιῆλθον τὰς κεντρικὰς ὁδοὺς τῆς πόλεως ζητωκραυγάζοντες ὑπὲρ τῶν ὑποψηφίων.	[577, 970, 817, 1023]
paragraph: Ἐκεῖθεν οἱ ὑποψήφιοι μετέβησαν εἰς τὴν Κηφισιάν, ὅπου ἡ αὐτὴ ἐνθέρμως ὑποδοχή.	[68, 1454, 311, 1481]
headline: ΤΩΝ ΕΚΛΟΓΩΝ	[104, 505, 275, 575]
subsection-heading: Διαδηλώσεις Καλαβρυτινῶν	[353, 1001, 535, 1015]
ad-text: Διὰ χονδρικὴν πώλησιν γίνεται ἔκπτωσις.	[1309, 269, 1532, 294]
ad-text: Ὁ ἰατρὸς κ. Ἰωάν. Κοκκινώτης εἰδικευθεὶς ἐπὶ 5 ἔτη σπουδάσας ἐν Παρισίοις καὶ ἐντὸς τῶν νοσοκομείων Ricord καὶ St. Louis. Δέχεται 8—11 π. μ. καὶ 1—4 μ. μ. Ὁδὸς Σωκράτους 29α.	[1085, 1254, 1292, 1331]
